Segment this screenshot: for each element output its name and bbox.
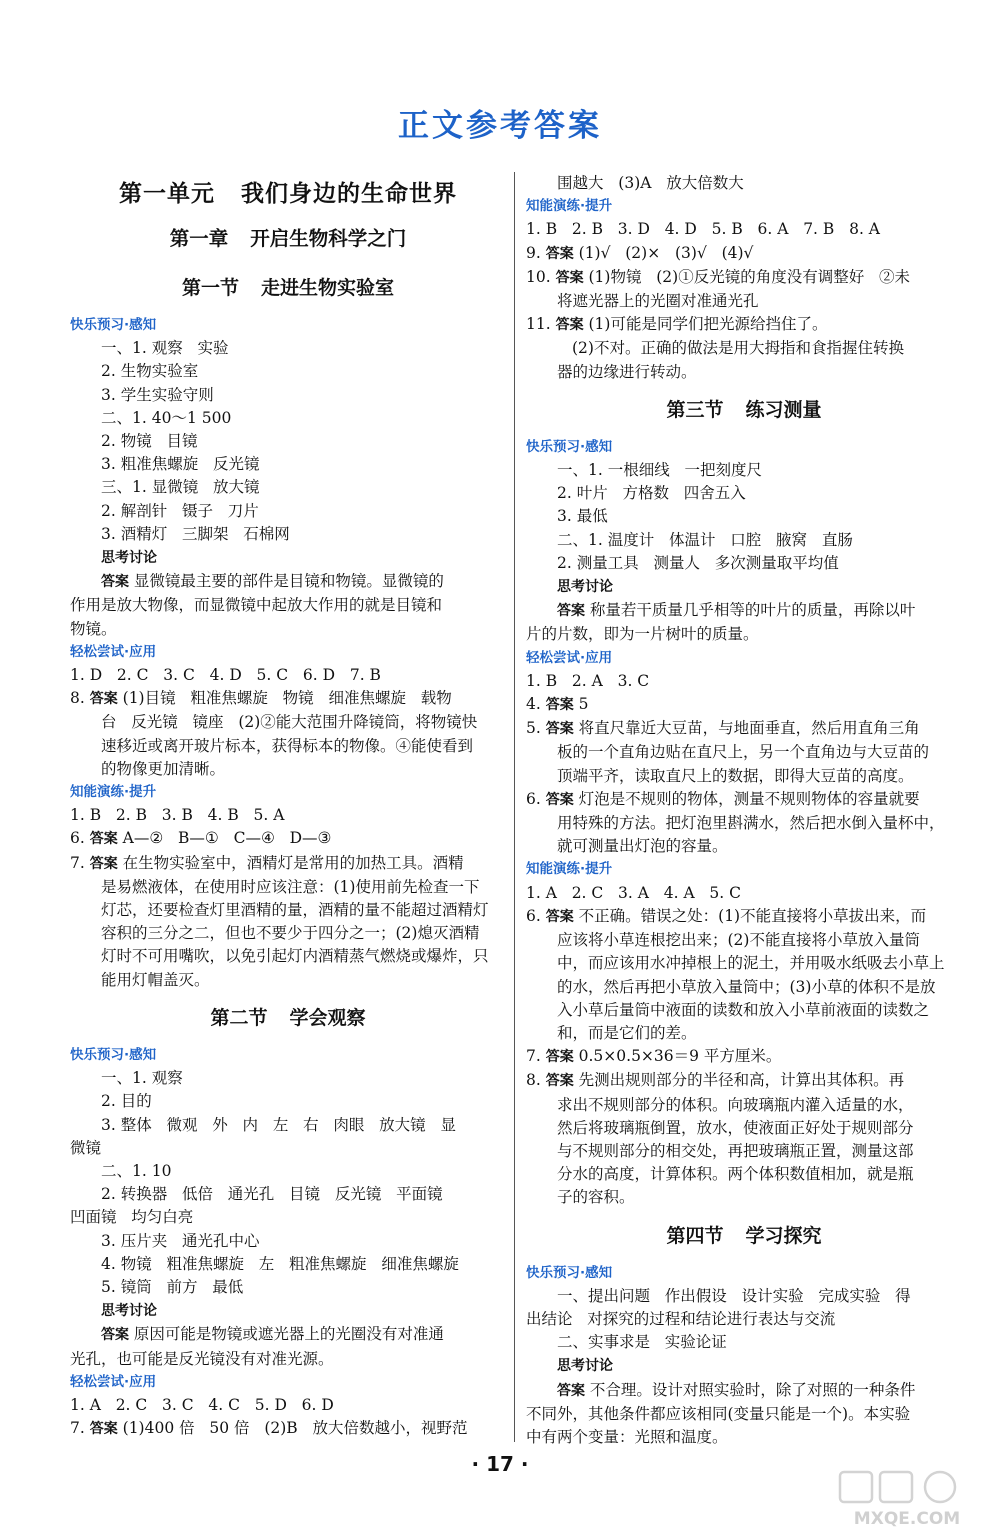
section-heading: 第四节 学习探究 bbox=[666, 1224, 822, 1247]
page-title: 正文参考答案 bbox=[398, 108, 602, 144]
text-line: 2. 目的 bbox=[101, 1092, 152, 1111]
text-line: 6. 答案 A—② B—① C—④ D—③ bbox=[70, 829, 332, 848]
text-line: 将遮光器上的光圈对准通光孔 bbox=[557, 292, 759, 311]
text-line: 2. 转换器 低倍 通光孔 目镜 反光镜 平面镜 bbox=[101, 1185, 443, 1204]
text-line: 围越大 (3)A 放大倍数大 bbox=[557, 174, 744, 192]
text-line: 台 反光镜 镜座 (2)②能大范围升降镜筒，将物镜快 bbox=[101, 713, 478, 732]
text-line: 9. 答案 (1)√ (2)× (3)√ (4)√ bbox=[526, 243, 754, 262]
text-line: 中，而应该用水冲掉根上的泥土，并用吸水纸吸去小草上 bbox=[557, 954, 945, 973]
text-line: 答案 不合理。设计对照实验时，除了对照的一种条件 bbox=[557, 1380, 916, 1399]
text-line: 3. 学生实验守则 bbox=[101, 385, 214, 404]
text-line: 一、1. 观察 bbox=[101, 1069, 183, 1088]
text-line: 8. 答案 (1)目镜 粗准焦螺旋 物镜 细准焦螺旋 载物 bbox=[70, 689, 452, 708]
text-line: 1. A 2. C 3. C 4. C 5. D 6. D bbox=[70, 1395, 334, 1414]
discussion-label: 思考讨论 bbox=[557, 1358, 613, 1375]
text-line: 2. 测量工具 测量人 多次测量取平均值 bbox=[557, 553, 839, 572]
answer-label: 答案 bbox=[89, 855, 118, 872]
text-line: 速移近或离开玻片标本，获得标本的物像。④能使看到 bbox=[101, 736, 474, 755]
text-line: 应该将小草连根挖出来；(2)不能直接将小草放入量筒 bbox=[557, 931, 920, 950]
text-line: 二、1. 10 bbox=[101, 1161, 172, 1180]
text-line: 3. 整体 微观 外 内 左 右 肉眼 放大镜 显 bbox=[101, 1115, 456, 1134]
answer-label: 答案 bbox=[557, 1382, 585, 1399]
text-line: 物镜。 bbox=[70, 619, 117, 638]
text-line: 5. 答案 将直尺靠近大豆苗，与地面垂直，然后用直角三角 bbox=[526, 719, 920, 738]
text-line: 2. 解剖针 镊子 刀片 bbox=[101, 501, 259, 520]
text-line: 的物像更加清晰。 bbox=[101, 759, 226, 778]
text-line: 4. 物镜 粗准焦螺旋 左 粗准焦螺旋 细准焦螺旋 bbox=[101, 1254, 459, 1273]
text-line: 的水，然后再把小草放入量筒中；(3)小草的体积不是放 bbox=[557, 977, 936, 996]
chapter-heading: 第一章 开启生物科学之门 bbox=[169, 227, 407, 250]
text-line: 11. 答案 (1)可能是同学们把光源给挡住了。 bbox=[526, 315, 828, 334]
text-line: 用特殊的方法。把灯泡里斟满水，然后把水倒入量杯中， bbox=[557, 814, 945, 833]
svg-text:MXQE.COM: MXQE.COM bbox=[853, 1509, 961, 1529]
text-line bbox=[526, 575, 962, 599]
section-heading: 第一节 走进生物实验室 bbox=[181, 277, 395, 299]
text-line: 8. 答案 先测出规则部分的半径和高，计算出其体积。再 bbox=[526, 1071, 905, 1090]
text-line: 凹面镜 均匀白亮 bbox=[70, 1208, 194, 1227]
column-divider bbox=[514, 172, 515, 1442]
subsection-tag: 轻松尝试·应用 bbox=[70, 643, 157, 660]
answer-label: 答案 bbox=[545, 791, 574, 808]
text-line: 然后将玻璃瓶倒置，放水，使液面正好处于规则部分 bbox=[557, 1118, 914, 1137]
text-line: 器的边缘进行转动。 bbox=[557, 362, 697, 381]
text-line: 作用是放大物像，而显微镜中起放大作用的就是目镜和 bbox=[70, 596, 443, 615]
answer-label: 答案 bbox=[545, 697, 574, 714]
text-line: 板的一个直角边贴在直尺上，另一个直角边与大豆苗的 bbox=[557, 743, 930, 762]
section-heading: 第二节 学会观察 bbox=[210, 1006, 366, 1029]
answer-label: 答案 bbox=[555, 269, 584, 286]
text-line: 二、1. 40～1 500 bbox=[101, 408, 232, 427]
text-line: 2. 物镜 目镜 bbox=[101, 432, 198, 451]
text-line: 二、1. 温度计 体温计 口腔 腋窝 直肠 bbox=[557, 530, 853, 549]
text-line: 中有两个变量：光照和温度。 bbox=[526, 1427, 728, 1446]
text-line: 片的片数，即为一片树叶的质量。 bbox=[526, 625, 759, 644]
right-column bbox=[526, 172, 962, 1449]
text-line: 2. 叶片 方格数 四舍五入 bbox=[557, 484, 746, 503]
text-line: 能用灯帽盖灭。 bbox=[101, 970, 210, 989]
text-line: 答案 称量若干质量几乎相等的叶片的质量，再除以叶 bbox=[557, 601, 916, 620]
answer-label: 答案 bbox=[89, 1421, 118, 1438]
text-line: 6. 答案 不正确。错误之处：(1)不能直接将小草拔出来，而 bbox=[526, 906, 927, 925]
page-number: · 17 · bbox=[471, 1452, 529, 1476]
text-line: 7. 答案 在生物实验室中，酒精灯是常用的加热工具。酒精 bbox=[70, 853, 464, 872]
text-line bbox=[70, 1299, 506, 1323]
text-line: 答案 显微镜最主要的部件是目镜和物镜。显微镜的 bbox=[101, 572, 444, 591]
text-line: 5. 镜筒 前方 最低 bbox=[101, 1277, 244, 1296]
section-heading: 第三节 练习测量 bbox=[666, 398, 822, 421]
watermark-logo bbox=[832, 1468, 982, 1530]
subsection-tag: 快乐预习·感知 bbox=[526, 1264, 613, 1281]
text-line: 二、实事求是 实验论证 bbox=[557, 1333, 727, 1352]
answer-label: 答案 bbox=[545, 721, 574, 738]
text-line: 3. 酒精灯 三脚架 石棉网 bbox=[101, 524, 290, 543]
text-line: 灯芯，还要检查灯里酒精的量，酒精的量不能超过酒精灯 bbox=[101, 901, 489, 920]
text-line: 三、1. 显微镜 放大镜 bbox=[101, 478, 260, 497]
subsection-tag: 快乐预习·感知 bbox=[70, 1046, 157, 1063]
text-line: (2)不对。正确的做法是用大拇指和食指握住转换 bbox=[572, 339, 904, 358]
text-line: 微镜 bbox=[70, 1138, 102, 1157]
text-line: 1. A 2. C 3. A 4. A 5. C bbox=[526, 883, 742, 902]
text-line: 灯时不可用嘴吹，以免引起灯内酒精蒸气燃烧或爆炸，只 bbox=[101, 947, 489, 966]
discussion-label: 思考讨论 bbox=[101, 1303, 157, 1320]
left-column bbox=[70, 172, 506, 1441]
discussion-label: 思考讨论 bbox=[101, 550, 157, 567]
text-line: 一、1. 一根细线 一把刻度尺 bbox=[557, 461, 762, 480]
text-line: 10. 答案 (1)物镜 (2)①反光镜的角度没有调整好 ②未 bbox=[526, 267, 910, 286]
subsection-tag: 快乐预习·感知 bbox=[526, 438, 613, 455]
discussion-label: 思考讨论 bbox=[557, 579, 613, 596]
text-line: 不同外，其他条件都应该相同(变量只能是一个)。本实验 bbox=[526, 1404, 911, 1423]
text-line: 一、1. 观察 实验 bbox=[101, 339, 229, 358]
text-line: 分水的高度，计算体积。两个体积数值相加，就是瓶 bbox=[557, 1165, 914, 1184]
subsection-tag: 轻松尝试·应用 bbox=[70, 1373, 157, 1390]
subsection-tag: 知能演练·提升 bbox=[526, 861, 613, 878]
text-line: 6. 答案 灯泡是不规则的物体，测量不规则物体的容量就要 bbox=[526, 789, 920, 808]
text-line: 4. 答案 5 bbox=[526, 695, 589, 714]
answer-label: 答案 bbox=[101, 574, 129, 591]
text-line: 顶端平齐，读取直尺上的数据，即得大豆苗的高度。 bbox=[557, 766, 914, 785]
answer-label: 答案 bbox=[545, 1049, 574, 1066]
text-line bbox=[526, 1354, 962, 1378]
text-line: 1. D 2. C 3. C 4. D 5. C 6. D 7. B bbox=[70, 666, 381, 685]
text-line bbox=[70, 546, 506, 570]
answer-label: 答案 bbox=[101, 1327, 129, 1344]
text-line: 2. 生物实验室 bbox=[101, 362, 199, 381]
text-line: 3. 压片夹 通光孔中心 bbox=[101, 1231, 260, 1250]
text-line: 1. B 2. B 3. B 4. B 5. A bbox=[70, 806, 285, 825]
answer-label: 答案 bbox=[89, 831, 118, 848]
text-line: 是易燃液体，在使用时应该注意：(1)使用前先检查一下 bbox=[101, 877, 480, 896]
answer-label: 答案 bbox=[545, 908, 574, 925]
text-line: 子的容积。 bbox=[557, 1188, 635, 1207]
text-line: 3. 粗准焦螺旋 反光镜 bbox=[101, 455, 260, 474]
text-line: 容积的三分之二，但也不要少于四分之一；(2)熄灭酒精 bbox=[101, 924, 480, 943]
text-line: 就可测量出灯泡的容量。 bbox=[557, 837, 728, 856]
answer-label: 答案 bbox=[555, 317, 584, 334]
unit-heading: 第一单元 我们身边的生命世界 bbox=[119, 181, 457, 207]
text-line: 与不规则部分的相交处，再把玻璃瓶正置，测量这部 bbox=[557, 1141, 914, 1160]
answer-label: 答案 bbox=[545, 1073, 574, 1090]
text-line: 1. B 2. A 3. C bbox=[526, 671, 650, 690]
answer-label: 答案 bbox=[557, 603, 585, 620]
text-line: 光孔，也可能是反光镜没有对准光源。 bbox=[70, 1349, 334, 1368]
text-line: 和，而是它们的差。 bbox=[557, 1023, 697, 1042]
text-line: 一、提出问题 作出假设 设计实验 完成实验 得 bbox=[557, 1286, 911, 1305]
text-line: 7. 答案 (1)400 倍 50 倍 (2)B 放大倍数越小，视野范 bbox=[70, 1419, 468, 1438]
subsection-tag: 知能演练·提升 bbox=[526, 198, 613, 215]
text-line: 7. 答案 0.5×0.5×36＝9 平方厘米。 bbox=[526, 1047, 782, 1066]
text-line: 入小草后量筒中液面的读数和放入小草前液面的读数之 bbox=[557, 1000, 930, 1019]
subsection-tag: 知能演练·提升 bbox=[70, 784, 157, 801]
text-line: 出结论 对探究的过程和结论进行表达与交流 bbox=[526, 1309, 836, 1328]
subsection-tag: 轻松尝试·应用 bbox=[526, 649, 613, 666]
text-line: 3. 最低 bbox=[557, 507, 608, 526]
text-line: 答案 原因可能是物镜或遮光器上的光圈没有对准通 bbox=[101, 1325, 444, 1344]
text-line: 求出不规则部分的体积。向玻璃瓶内灌入适量的水， bbox=[557, 1095, 914, 1114]
subsection-tag: 快乐预习·感知 bbox=[70, 317, 157, 333]
answer-label: 答案 bbox=[545, 245, 574, 262]
text-line: 1. B 2. B 3. D 4. D 5. B 6. A 7. B 8. A bbox=[526, 220, 880, 239]
answer-label: 答案 bbox=[89, 691, 118, 708]
